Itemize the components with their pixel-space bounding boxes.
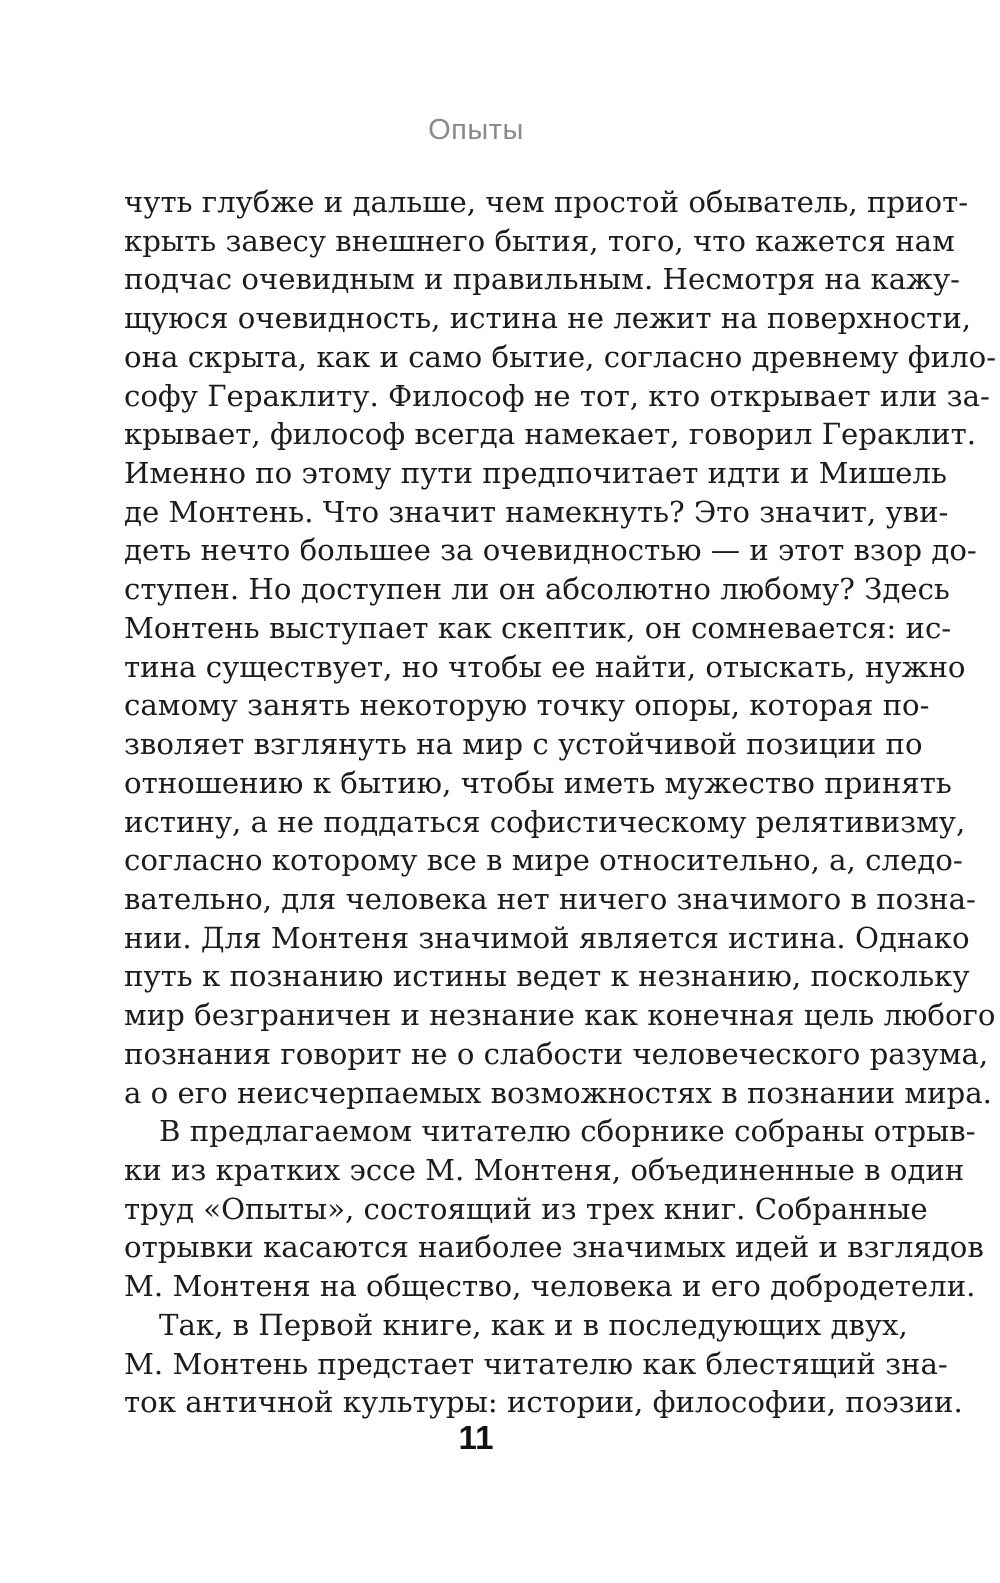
text-line: софу Гераклиту. Философ не тот, кто открывает или за- <box>124 378 990 413</box>
text-line: Монтень выступает как скептик, он сомневается: ис- <box>124 610 952 645</box>
paragraph <box>124 1112 984 1306</box>
text-line: познания говорит не о слабости человеческого разума, <box>124 1036 989 1071</box>
text-line: отношению к бытию, чтобы иметь мужество принять <box>124 765 952 800</box>
text-line: труд «Опыты», состоящий из трех книг. Собранные <box>124 1191 928 1226</box>
text-line: она скрыта, как и само бытие, согласно древнему фило- <box>124 339 997 374</box>
text-line: зволяет взглянуть на мир с устойчивой позиции по <box>124 727 923 762</box>
text-line: ступен. Но доступен ли он абсолютно любому? Здесь <box>124 572 950 607</box>
text-line: щуюся очевидность, истина не лежит на поверхности, <box>124 301 972 336</box>
paragraph <box>124 183 997 1112</box>
text-line: отрывки касаются наиболее значимых идей и взглядов <box>124 1230 984 1265</box>
text-line: ток античной культуры: истории, философии, поэзии. <box>124 1385 963 1420</box>
text-line: согласно которому все в мире относительно, а, следо- <box>124 843 963 878</box>
page-number: 11 <box>458 1419 494 1456</box>
text-line: мир безграничен и незнание как конечная цель любого <box>124 998 996 1033</box>
text-line: самому занять некоторую точку опоры, которая по- <box>124 688 930 723</box>
text-line: чуть глубже и дальше, чем простой обыватель, приот- <box>124 185 969 219</box>
text-line: В предлагаемом читателю сборнике собраны отрыв- <box>159 1114 976 1149</box>
text-line: Так, в Первой книге, как и в последующих двух, <box>159 1307 908 1342</box>
text-line: а о его неисчерпаемых возможностях в познании мира. <box>124 1075 992 1110</box>
text-line: путь к познанию истины ведет к незнанию, поскольку <box>124 959 970 994</box>
text-line: нии. Для Монтеня значимой является истина. Однако <box>124 920 970 955</box>
text-line: М. Монтеня на общество, человека и его добродетели. <box>124 1269 976 1304</box>
text-line: деть нечто большее за очевидностью — и этот взор до- <box>124 533 977 568</box>
text-line: ки из кратких эссе М. Монтеня, объединенные в один <box>124 1152 965 1187</box>
text-line: истину, а не поддаться софистическому релятивизму, <box>124 804 966 839</box>
text-line: крыть завесу внешнего бытия, того, что кажется нам <box>124 223 955 258</box>
text-line: тина существует, но чтобы ее найти, отыскать, нужно <box>124 649 966 684</box>
text-line: вательно, для человека нет ничего значимого в позна- <box>124 881 976 916</box>
text-line: де Монтень. Что значит намекнуть? Это значит, уви- <box>124 494 949 529</box>
text-line: Именно по этому пути предпочитает идти и Мишель <box>124 456 947 491</box>
running-header: Опыты <box>428 114 524 146</box>
paragraph <box>124 1306 963 1422</box>
text-line: подчас очевидным и правильным. Несмотря на кажу- <box>124 262 961 297</box>
text-line: М. Монтень предстает читателю как блестящий зна- <box>124 1346 948 1381</box>
text-line: крывает, философ всегда намекает, говорил Гераклит. <box>124 417 977 452</box>
body-text <box>124 183 997 1422</box>
